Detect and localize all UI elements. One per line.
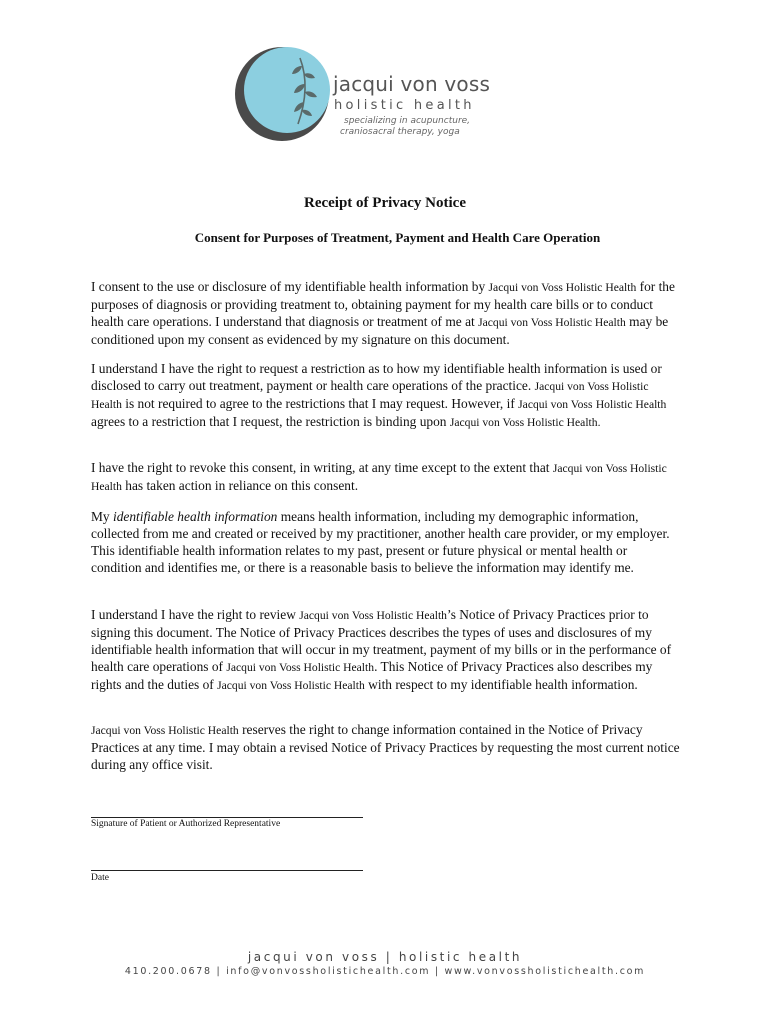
document-title: Receipt of Privacy Notice <box>303 195 466 211</box>
org-name: Jacqui von Voss Holistic Health <box>217 678 365 692</box>
org-name: Jacqui von Voss Holistic Health <box>226 660 375 674</box>
signature-label: Signature of Patient or Authorized Representative <box>91 819 281 829</box>
date-label: Date <box>91 873 109 883</box>
logo-name: jacqui von voss <box>333 72 491 96</box>
p2-text-b: is not required to agree to the restrictions that I may request. However, if <box>125 395 515 411</box>
p5-text-b: ’s Notice of Privacy Practices prior to signing this document. The Notice of Privacy Practices describes the types of uses and disclosures of my identifiable health information that will occur in my treatment, payment of my bills or in the performance of health care operations of <box>91 607 672 674</box>
org-name-part-b: Holistic Health <box>595 397 667 411</box>
paragraph-consent <box>91 279 681 349</box>
p1-text-b: for the purposes of diagnosis or providing treatment to, obtaining payment for my health care bills or to conduct health care operations. I understand that diagnosis or treatment of me at <box>91 279 675 329</box>
date-line[interactable] <box>91 870 363 871</box>
footer-contact: 410.200.0678 | info@vonvossholistichealth.com | www.vonvossholistichealth.com <box>124 966 646 977</box>
p1-text-c: may be conditioned upon my consent as evidenced by my signature on this document. <box>91 313 669 347</box>
logo-tagline-line2: craniosacral therapy, yoga <box>340 127 460 137</box>
org-name: Jacqui von Voss Holistic Health <box>299 609 447 622</box>
footer-brand: jacqui von voss | holistic health <box>247 950 523 964</box>
paragraph-changes <box>91 722 681 774</box>
logo-subtitle: holistic health <box>334 98 475 113</box>
signature-line[interactable] <box>91 817 363 818</box>
p2-text-d: . <box>597 415 601 429</box>
org-name: Jacqui von Voss Holistic Health <box>91 462 667 493</box>
paragraph-definition <box>91 509 681 577</box>
org-name: Jacqui von Voss Holistic Health <box>91 379 649 411</box>
p2-text-a: I understand I have the right to request a restriction as to how my identifiable health information is used or disclosed to carry out treatment, payment or health care operations of the practice. <box>91 361 662 393</box>
org-name-part-a: Jacqui von Voss <box>518 397 593 411</box>
p6-text-a: reserves the right to change information contained in the Notice of Privacy Practices at any time. I may obtain a revised Notice of Privacy Practices by requesting the most current notice during any office visit. <box>91 722 680 772</box>
document-subtitle: Consent for Purposes of Treatment, Payment and Health Care Operation <box>194 230 601 245</box>
p5-text-a: I understand I have the right to review <box>91 607 296 622</box>
p2-text-c: agrees to a restriction that I request, the restriction is binding upon <box>91 413 447 429</box>
paragraph-revoke <box>91 460 681 496</box>
org-name: Jacqui von Voss Holistic Health <box>488 281 637 294</box>
p3-text-a: I have the right to revoke this consent, in writing, at any time except to the extent that <box>91 460 550 475</box>
logo-leaf-icon <box>234 44 334 144</box>
org-name: Jacqui von Voss Holistic Health <box>478 315 626 329</box>
org-name: Jacqui von Voss Holistic Health <box>91 724 239 737</box>
p4-emphasis: identifiable health information <box>112 509 278 524</box>
paragraph-review <box>91 607 681 695</box>
p5-text-d: with respect to my identifiable health information. <box>368 676 638 692</box>
practice-logo <box>234 44 494 144</box>
logo-tagline-line1: specializing in acupuncture, <box>344 116 471 126</box>
p5-text-c: . This Notice of Privacy Practices also describes my rights and the duties of <box>91 658 653 692</box>
logo-tagline <box>340 116 471 138</box>
paragraph-restriction <box>91 361 681 432</box>
p4-text-a: My <box>91 509 110 524</box>
p4-text-b: means health information, including my demographic information, collected from me and created or received by my practitioner, another health care provider, or my employer. This identifiable health information relates to my past, present or future physical or mental health or condition and identifies me, or there is a reasonable basis to believe the information may identify me. <box>91 509 670 575</box>
p1-text-a: I consent to the use or disclosure of my identifiable health information by <box>91 279 486 294</box>
org-name: Jacqui von Voss Holistic Health <box>449 415 598 429</box>
p3-text-b: has taken action in reliance on this consent. <box>125 477 359 493</box>
